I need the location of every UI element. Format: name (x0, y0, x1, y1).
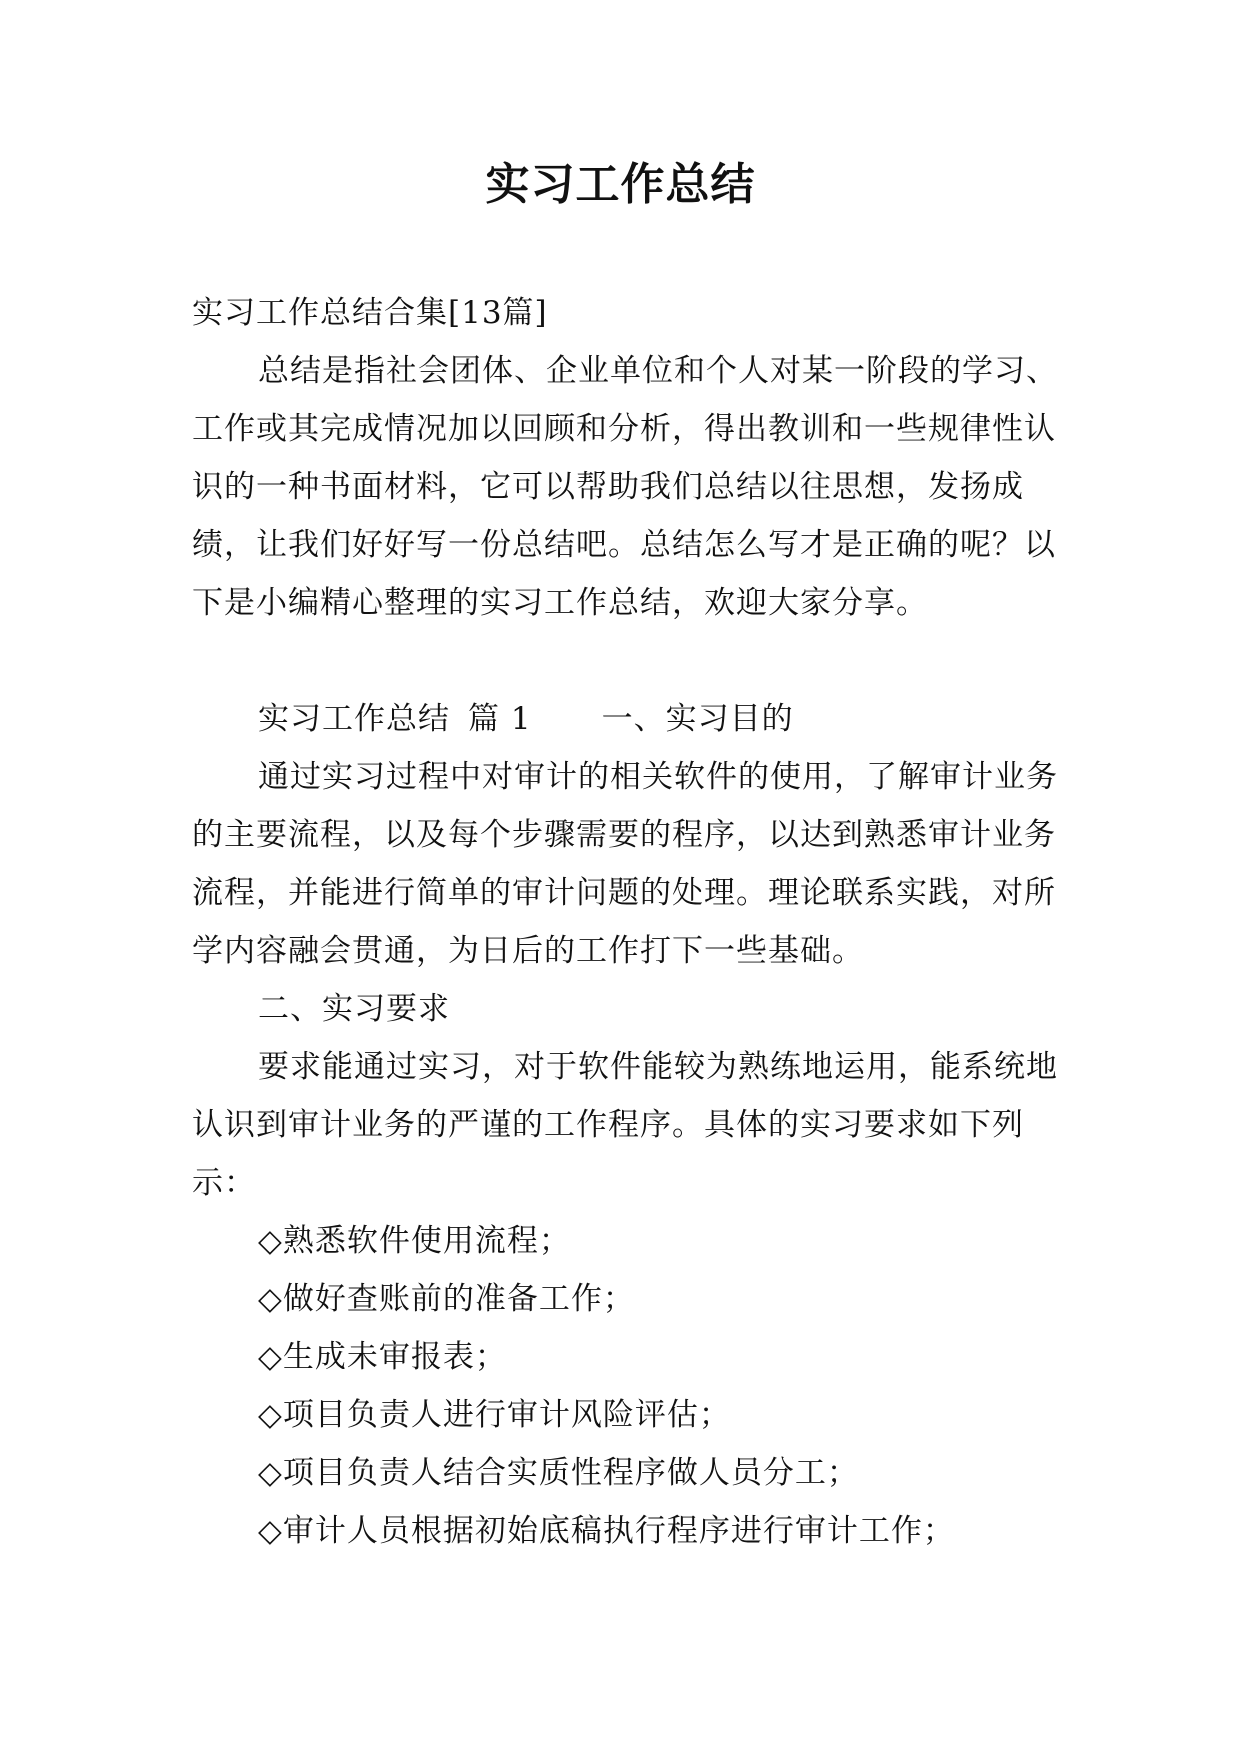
section-heading-line (192, 690, 1060, 748)
list-item: ◇项目负责人进行审计风险评估； (258, 1397, 731, 1433)
paragraph-gap (192, 632, 1060, 690)
section-label: 实习工作总结 (258, 701, 450, 737)
intro-paragraph: 总结是指社会团体、企业单位和个人对某一阶段的学习、工作或其完成情况加以回顾和分析，得出教训和一些规律性认识的一种书面材料，它可以帮助我们总结以往思想，发扬成绩，让我们好好写一份总结吧。总结怎么写才是正确的呢？以下是小编精心整理的实习工作总结，欢迎大家分享。 (192, 353, 1058, 621)
list-item: ◇审计人员根据初始底稿执行程序进行审计工作； (258, 1513, 955, 1549)
document-body (192, 284, 1060, 1560)
heading-requirements: 二、实习要求 (258, 991, 450, 1027)
requirements-paragraph: 要求能通过实习，对于软件能较为熟练地运用，能系统地认识到审计业务的严谨的工作程序。具体的实习要求如下列示： (192, 1049, 1058, 1201)
list-item: ◇做好查账前的准备工作； (258, 1281, 635, 1317)
list-item: ◇项目负责人结合实质性程序做人员分工； (258, 1455, 859, 1491)
document-subtitle: 实习工作总结合集[13篇] (192, 295, 548, 331)
purpose-paragraph: 通过实习过程中对审计的相关软件的使用，了解审计业务的主要流程，以及每个步骤需要的程序，以达到熟悉审计业务流程，并能进行简单的审计问题的处理。理论联系实践，对所学内容融会贯通，为日后的工作打下一些基础。 (192, 759, 1058, 969)
list-item: ◇熟悉软件使用流程； (258, 1223, 571, 1259)
heading-purpose: 一、实习目的 (601, 701, 794, 737)
list-item: ◇生成未审报表； (258, 1339, 507, 1375)
document-title: 实习工作总结 (485, 159, 756, 210)
section-number: 篇 1 (468, 701, 532, 737)
